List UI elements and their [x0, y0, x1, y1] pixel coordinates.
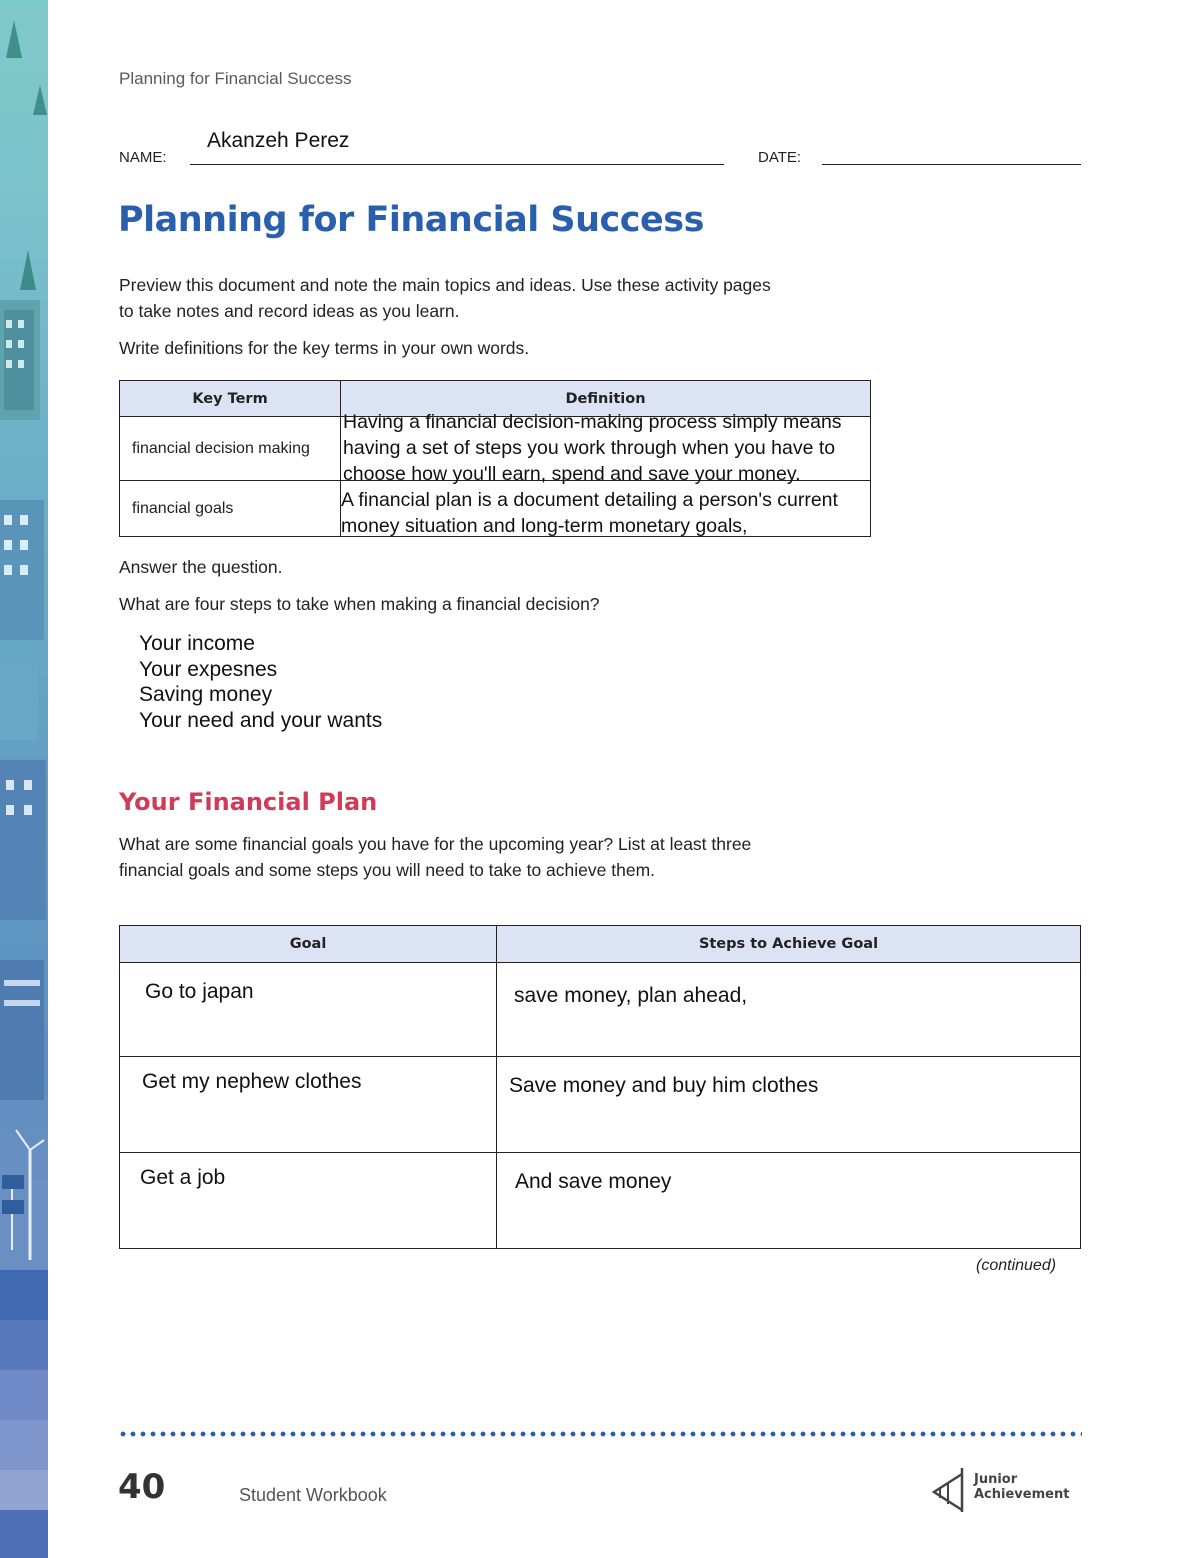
- page-title: Planning for Financial Success: [118, 200, 704, 240]
- steps-text: And save money: [515, 1170, 672, 1193]
- definition-answer-2: [341, 487, 838, 539]
- plan-prompt: [119, 831, 751, 883]
- goal-header: Goal: [120, 926, 497, 963]
- section-heading: Your Financial Plan: [119, 788, 378, 816]
- intro-line-2: to take notes and record ideas as you learn.: [119, 301, 460, 321]
- goal-cell[interactable]: [120, 1057, 497, 1153]
- question-answers[interactable]: [139, 631, 382, 733]
- table-row: [120, 963, 1081, 1057]
- definition-header: Definition: [341, 381, 871, 417]
- decorative-side-strip: [0, 0, 48, 1558]
- answer-line: Your need and your wants: [139, 708, 383, 732]
- intro-paragraph: [119, 272, 771, 324]
- steps-header: Steps to Achieve Goal: [497, 926, 1081, 963]
- goal-cell[interactable]: [120, 963, 497, 1057]
- color-block: [0, 1370, 48, 1420]
- date-underline: [822, 164, 1081, 165]
- name-underline: [190, 164, 724, 165]
- goal-text: Go to japan: [145, 980, 254, 1003]
- definition-line: Having a financial decision-making process simply means: [343, 411, 842, 433]
- key-term-cell: financial goals: [120, 481, 341, 537]
- dotted-divider: [118, 1431, 1082, 1437]
- junior-achievement-logo: [926, 1466, 1086, 1514]
- key-term-header: Key Term: [120, 381, 341, 417]
- goals-table: [119, 925, 1081, 1249]
- plan-prompt-line-1: What are some financial goals you have for the upcoming year? List at least three: [119, 834, 752, 854]
- page-number: 40: [118, 1467, 166, 1507]
- steps-text: Save money and buy him clothes: [509, 1074, 819, 1097]
- answer-line: Saving money: [139, 683, 273, 706]
- name-value[interactable]: Akanzeh Perez: [207, 129, 350, 152]
- table-row: [120, 1057, 1081, 1153]
- color-block: [0, 1270, 48, 1320]
- goal-text: Get my nephew clothes: [142, 1070, 362, 1093]
- definition-line: having a set of steps you work through when you have to: [343, 437, 836, 459]
- definition-line: choose how you'll earn, spend and save your money.: [343, 463, 801, 485]
- intro-line-1: Preview this document and note the main topics and ideas. Use these activity pages: [119, 275, 771, 295]
- steps-cell[interactable]: [497, 1057, 1081, 1153]
- logo-line-1: Junior: [974, 1472, 1018, 1487]
- steps-cell[interactable]: [497, 1153, 1081, 1249]
- answer-line: Your income: [139, 632, 255, 655]
- plan-prompt-line-2: financial goals and some steps you will need to take to achieve them.: [119, 860, 656, 880]
- table-row: [120, 1153, 1081, 1249]
- definitions-instruction: Write definitions for the key terms in your own words.: [119, 338, 530, 358]
- definition-answer-1: [343, 409, 842, 487]
- color-block: [0, 1420, 48, 1470]
- answer-line: Your expesnes: [139, 657, 278, 681]
- definition-line: A financial plan is a document detailing a person's current: [341, 489, 838, 511]
- logo-line-2: Achievement: [974, 1487, 1070, 1502]
- continued-note: (continued): [976, 1257, 1057, 1274]
- name-label: NAME:: [119, 149, 167, 166]
- steps-text: save money, plan ahead,: [514, 984, 748, 1007]
- color-block: [0, 1510, 48, 1558]
- key-term-cell: financial decision making: [120, 417, 341, 481]
- goal-cell[interactable]: [120, 1153, 497, 1249]
- city-illustration: [0, 0, 48, 1270]
- goal-text: Get a job: [140, 1166, 226, 1189]
- question-prompt: What are four steps to take when making a financial decision?: [119, 594, 600, 614]
- steps-cell[interactable]: [497, 963, 1081, 1057]
- definition-line: money situation and long-term monetary goals,: [341, 515, 748, 537]
- ja-logo-icon: [926, 1466, 972, 1514]
- date-label: DATE:: [758, 149, 802, 166]
- color-block: [0, 1320, 48, 1370]
- running-header: Planning for Financial Success: [119, 69, 352, 88]
- book-title: Student Workbook: [239, 1485, 387, 1505]
- question-instruction: Answer the question.: [119, 557, 283, 577]
- color-block: [0, 1470, 48, 1510]
